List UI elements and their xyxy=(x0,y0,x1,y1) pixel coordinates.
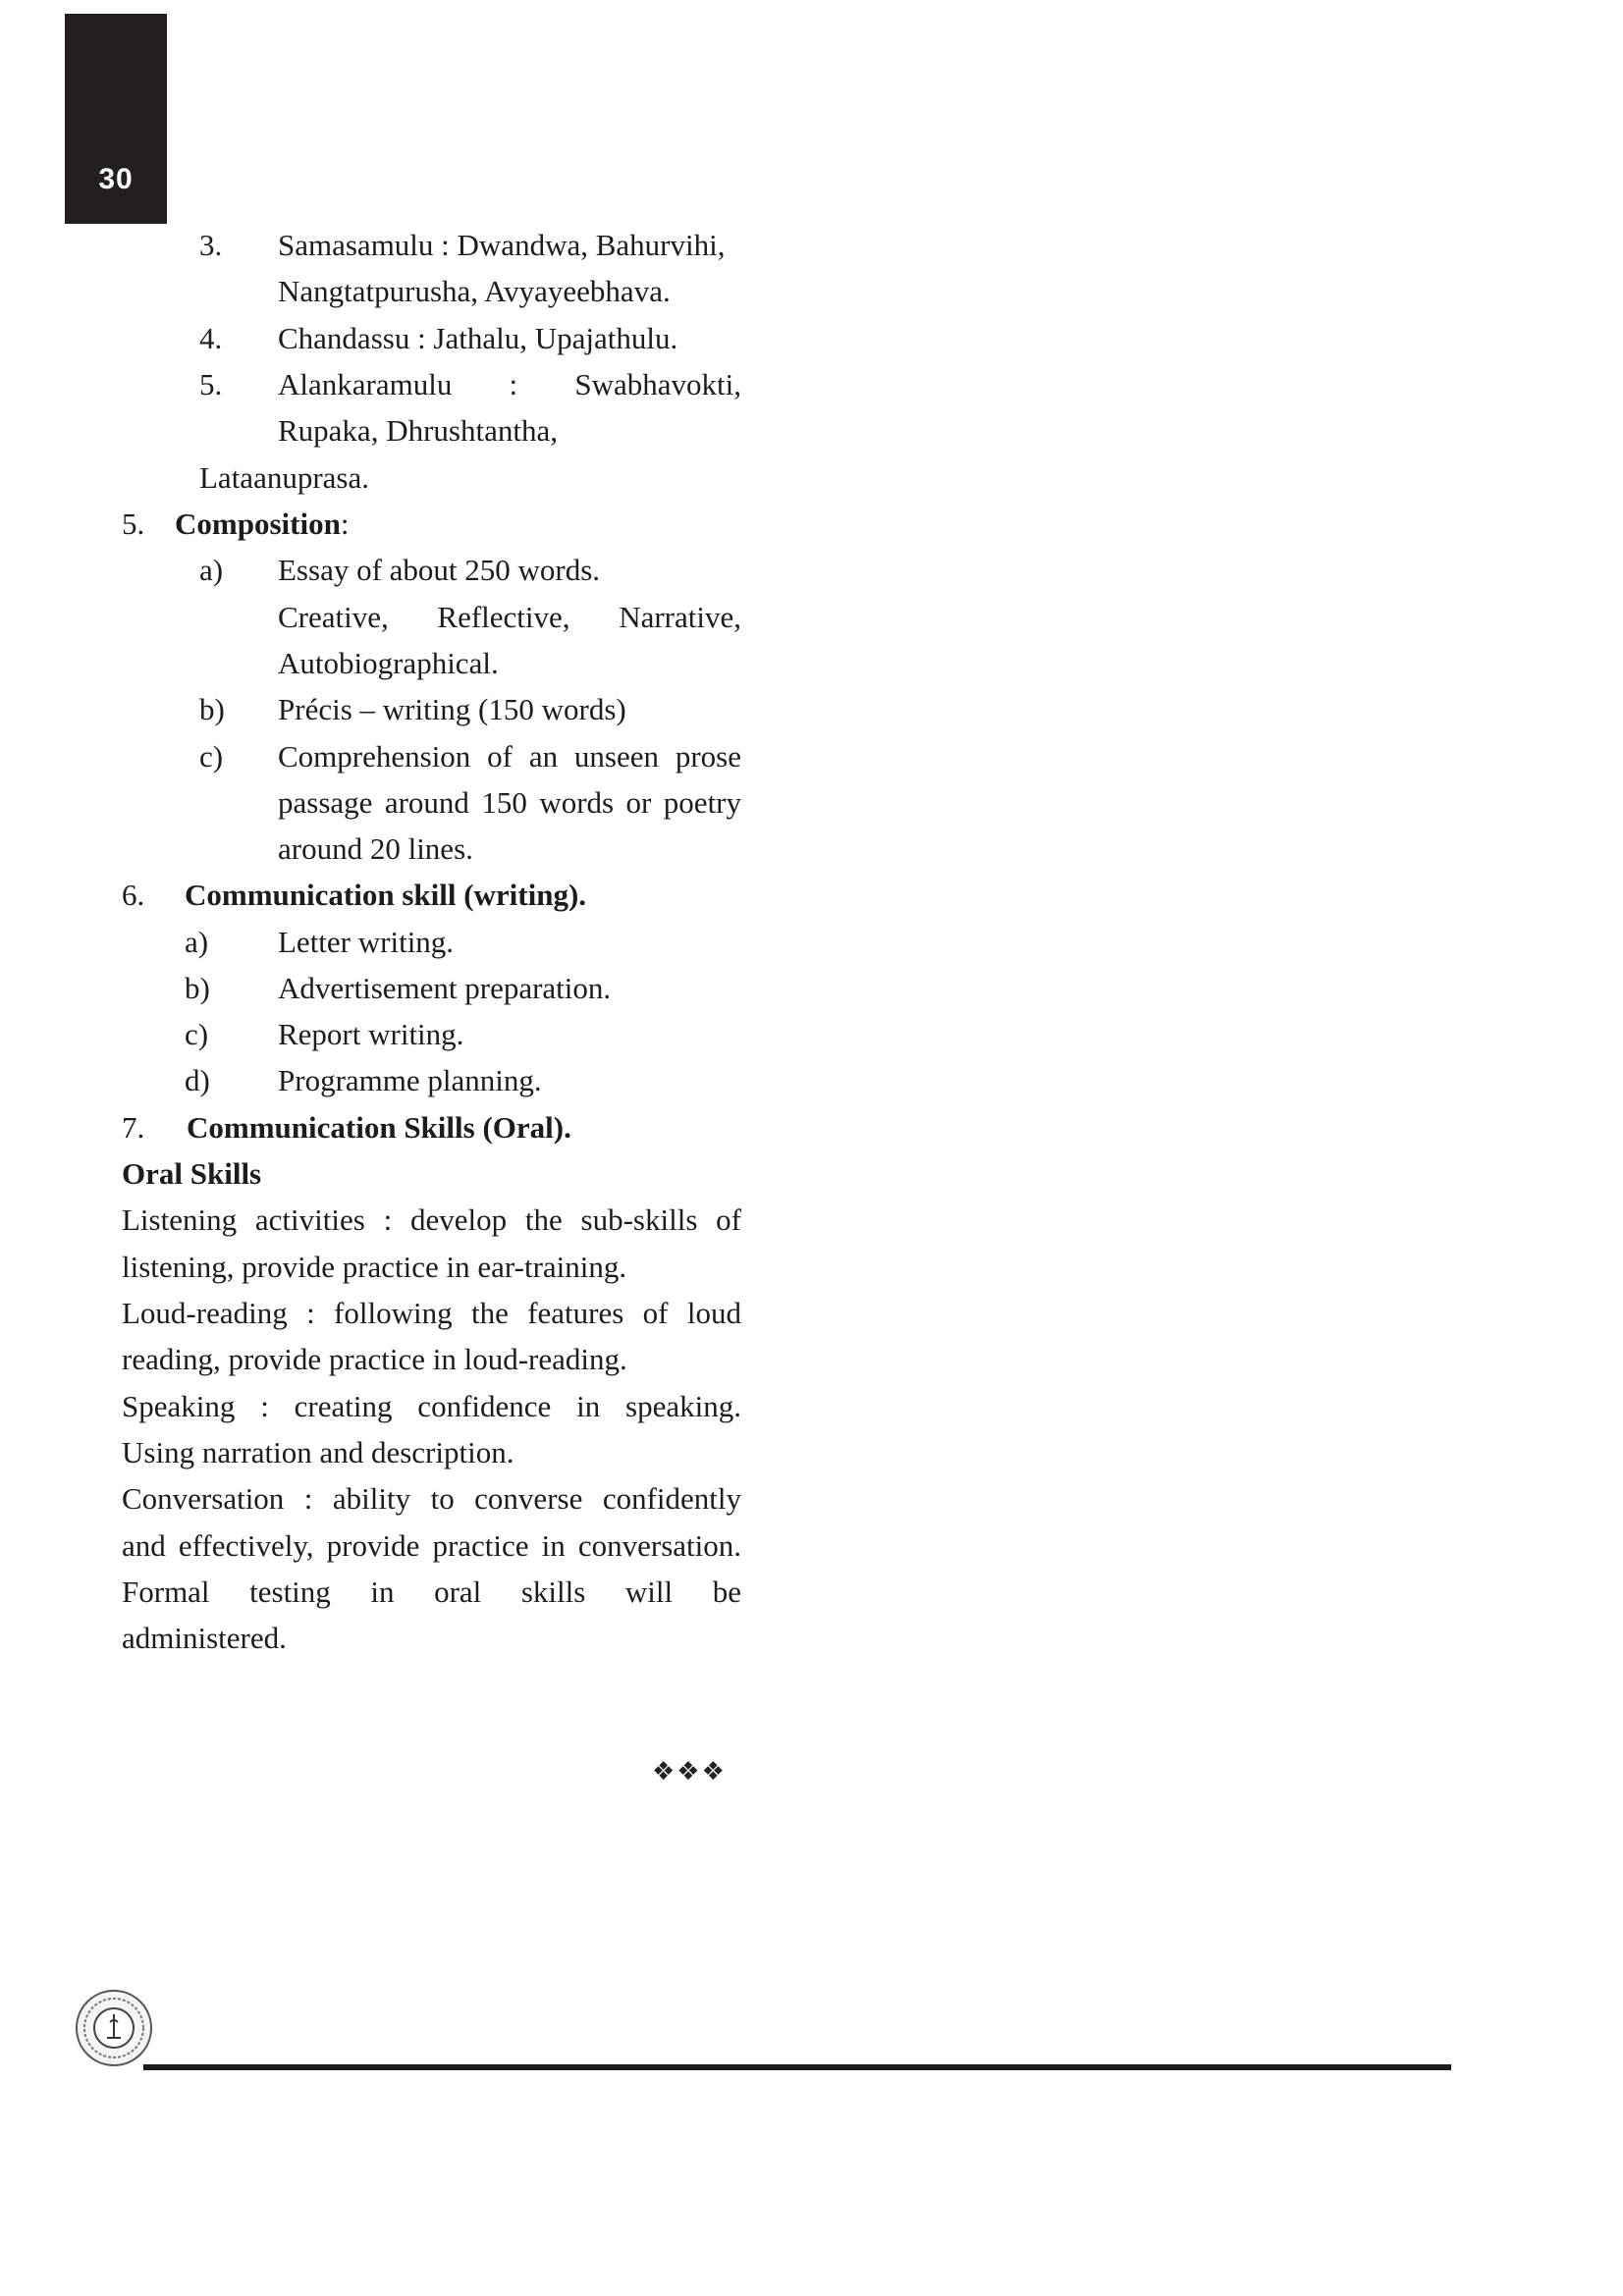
section-number: 7. xyxy=(122,1110,145,1145)
sub-item-label: b) xyxy=(185,971,210,1005)
page-number-tab xyxy=(65,14,167,224)
item-text: Lataanuprasa. xyxy=(199,460,369,495)
sub-item-text: Creative, Reflective, Narrative, xyxy=(278,600,741,634)
item-text: Rupaka, Dhrushtantha, xyxy=(278,413,558,448)
item-text: Nangtatpurusha, Avyayeebhava. xyxy=(278,274,671,308)
paragraph-line: Loud-reading : following the features of loud xyxy=(122,1296,741,1330)
section-heading xyxy=(175,505,349,544)
sub-item-label: c) xyxy=(185,1017,209,1051)
item-number: 5. xyxy=(199,367,223,401)
sub-item-label: a) xyxy=(185,925,209,959)
paragraph-line: and effectively, provide practice in conversation. xyxy=(122,1528,741,1563)
sub-item-text: Comprehension of an unseen prose xyxy=(278,739,741,774)
sub-item-text: Essay of about 250 words. xyxy=(278,553,601,587)
sub-item-label: a) xyxy=(199,553,224,587)
sub-item-text: Autobiographical. xyxy=(278,646,499,680)
sub-item-text: Programme planning. xyxy=(278,1063,542,1097)
item-text: Chandassu : Jathalu, Upajathulu. xyxy=(278,321,678,355)
section-heading-text: Composition xyxy=(175,507,341,541)
item-text: Alankaramulu : Swabhavokti, xyxy=(278,367,741,401)
paragraph-line: reading, provide practice in loud-reading. xyxy=(122,1342,627,1376)
section-heading: Communication skill (writing). xyxy=(185,878,587,912)
section-number: 6. xyxy=(122,878,145,912)
sub-item-label: d) xyxy=(185,1063,210,1097)
paragraph-line: Listening activities : develop the sub-skills of xyxy=(122,1202,741,1237)
sub-item-label: b) xyxy=(199,692,225,726)
heading-colon: : xyxy=(340,507,350,541)
item-number: 3. xyxy=(199,228,223,262)
page-number: 30 xyxy=(98,163,134,195)
section-number: 5. xyxy=(122,507,145,541)
sub-item-text: passage around 150 words or poetry xyxy=(278,785,741,820)
item-text: Samasamulu : Dwandwa, Bahurvihi, xyxy=(278,228,726,262)
section-end-ornament: ❖❖❖ xyxy=(652,1757,727,1787)
sub-item-text: Précis – writing (150 words) xyxy=(278,692,626,726)
footer-rule xyxy=(143,2064,1451,2070)
paragraph-line: Speaking : creating confidence in speaking. xyxy=(122,1389,741,1423)
paragraph-line: Formal testing in oral skills will be xyxy=(122,1575,741,1609)
sub-item-text: Advertisement preparation. xyxy=(278,971,612,1005)
sub-item-text: around 20 lines. xyxy=(278,831,473,866)
subheading: Oral Skills xyxy=(122,1156,262,1191)
sub-item-text: Report writing. xyxy=(278,1017,464,1051)
item-number: 4. xyxy=(199,321,223,355)
emblem-seal-icon xyxy=(75,1989,153,2067)
paragraph-line: listening, provide practice in ear-training. xyxy=(122,1250,627,1284)
paragraph-line: Conversation : ability to converse confidently xyxy=(122,1481,741,1516)
sub-item-text: Letter writing. xyxy=(278,925,455,959)
section-heading: Communication Skills (Oral). xyxy=(187,1110,571,1145)
paragraph-line: Using narration and description. xyxy=(122,1435,514,1469)
sub-item-label: c) xyxy=(199,739,224,774)
paragraph-line: administered. xyxy=(122,1621,287,1655)
